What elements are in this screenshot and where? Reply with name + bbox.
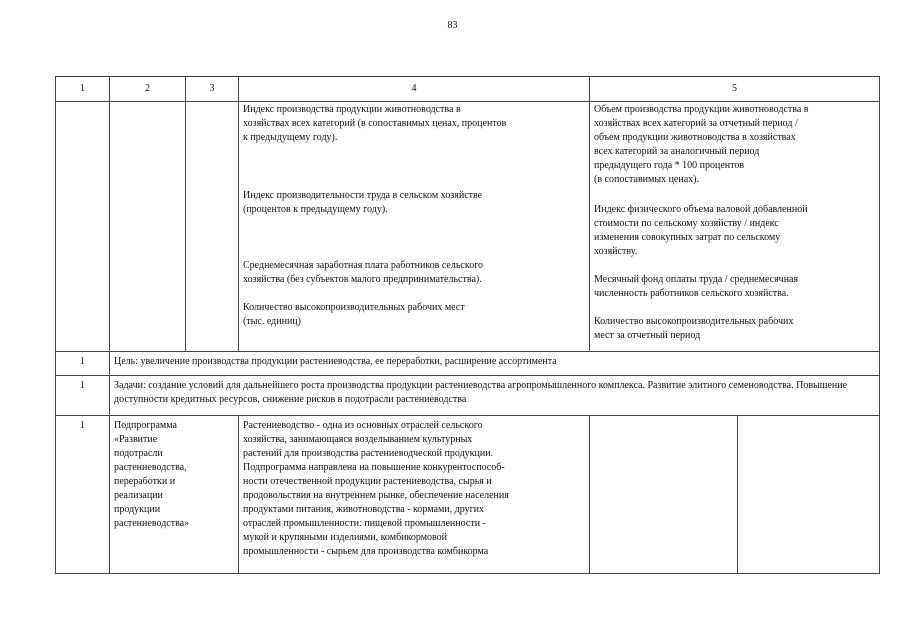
subprogram-row xyxy=(56,416,880,574)
indicator-formulas-cell xyxy=(590,102,880,352)
subprogram-title: Подпрограмма «Развитие подотрасли растениеводства, переработки и реализации продукции растениеводства» xyxy=(114,420,190,529)
subprogram-empty-cell-a xyxy=(590,416,738,574)
subprogram-description-cell xyxy=(239,416,590,574)
indicators-col-1 xyxy=(56,102,110,352)
indicator-names-cell xyxy=(239,102,590,352)
header-cell-1: 1 xyxy=(56,77,110,102)
indicators-row xyxy=(56,102,880,352)
tasks-row-number: 1 xyxy=(56,376,110,416)
goal-row-number: 1 xyxy=(56,352,110,376)
goal-text: Цель: увеличение производства продукции растениеводства, ее переработки, расширение ассортимента xyxy=(110,352,880,376)
indicator-name-labor-productivity: Индекс производительности труда в сельском хозяйстве (процентов к предыдущему году). xyxy=(243,190,483,215)
indicator-name-livestock: Индекс производства продукции животноводства в хозяйствах всех категорий (в сопоставимых ценах, процентов к предыдущему году). xyxy=(243,104,507,143)
header-cell-4: 4 xyxy=(239,77,590,102)
indicator-formula-productive-jobs: Количество высокопроизводительных рабочих мест за отчетный период xyxy=(594,316,794,341)
indicator-formula-average-salary: Месячный фонд оплаты труда / среднемесячная численность работников сельского хозяйства. xyxy=(594,274,799,299)
indicator-name-productive-jobs: Количество высокопроизводительных рабочих мест (тыс. единиц) xyxy=(243,302,465,327)
subprogram-title-cell xyxy=(110,416,239,574)
indicators-col-2 xyxy=(110,102,186,352)
goal-row xyxy=(56,352,880,376)
header-cell-5: 5 xyxy=(590,77,880,102)
header-row xyxy=(56,77,880,102)
indicators-col-3 xyxy=(186,102,239,352)
subprogram-row-number: 1 xyxy=(56,416,110,574)
header-cell-2: 2 xyxy=(110,77,186,102)
program-table xyxy=(55,76,880,574)
indicator-formula-livestock: Объем производства продукции животноводства в хозяйствах всех категорий за отчетный период / объем продукции животноводства в хозяйствах всех категорий за аналогичный период предыдущего года * 100 процентов (в сопоставимых ценах). xyxy=(594,104,809,185)
tasks-row xyxy=(56,376,880,416)
indicator-formula-labor-productivity: Индекс физического объема валовой добавленной стоимости по сельскому хозяйству / индекс изменения совокупных затрат по сельскому хозяйству. xyxy=(594,204,808,257)
page-number: 83 xyxy=(447,20,458,31)
subprogram-empty-cell-b xyxy=(738,416,880,574)
indicator-name-average-salary: Среднемесячная заработная плата работников сельского хозяйства (без субъектов малого предпринимательства). xyxy=(243,260,484,285)
subprogram-description: Растениеводство - одна из основных отраслей сельского хозяйства, занимающаяся возделыванием культурных растений для производства растениеводческой продукции. Подпрограмма направлена на повышение конкурентоспособ- ности отечественной продукции растениеводства, сырья и продовольствия на внутреннем рынке, обеспечение населения продуктами питания, животноводства - кормами, других отраслей промышленности: пищевой промышленности - мукой и крупяными изделиями, комбикормовой промышленности - сырьем для производства комбикорма xyxy=(243,420,509,557)
header-cell-3: 3 xyxy=(186,77,239,102)
tasks-text: Задачи: создание условий для дальнейшего роста производства продукции растениеводства агропромышленного комплекса. Развитие элитного семеноводства. Повышение доступности кредитных ресурсов, снижение рисков в подотрасли растениеводства xyxy=(110,376,880,416)
